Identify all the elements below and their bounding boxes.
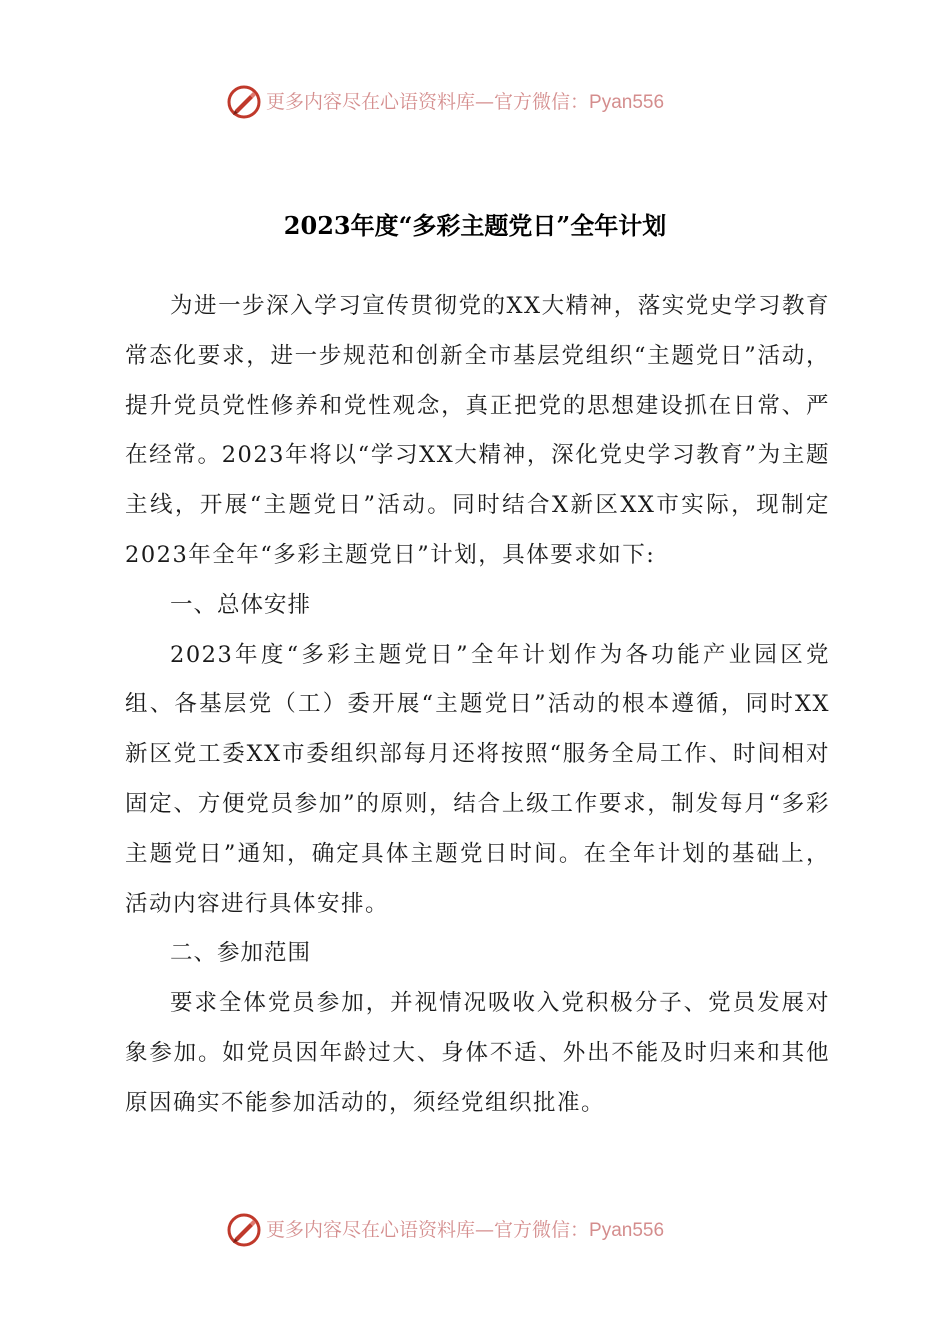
intro-paragraph: 为进一步深入学习宣传贯彻党的XX大精神，落实党史学习教育常态化要求，进一步规范和创新全市基层党组织“主题党日”活动，提升党员党性修养和党性观念，真正把党的思想建设抓在日常、严在经常。2023年将以“学习XX大精神，深化党史学习教育”为主题主线，开展“主题党日”活动。同时结合X新区XX市实际，现制定2023年全年“多彩主题党日”计划，具体要求如下: (125, 293, 830, 568)
watermark-banner-bottom (0, 1210, 950, 1250)
pen-logo-icon (226, 84, 262, 120)
watermark-text-bottom: 更多内容尽在心语资料库—官方微信：Pyan556 (266, 1219, 665, 1241)
watermark-banner-top (0, 82, 950, 122)
section-heading-participation-scope: 二、参加范围 (170, 940, 312, 967)
section-paragraph-overall-arrangement: 2023年度“多彩主题党日”全年计划作为各功能产业园区党组、各基层党（工）委开展“主题党日”活动的根本遵循，同时XX新区党工委XX市委组织部每月还将按照“服务全局工作、时间相对固定、方便党员参加”的原则，结合上级工作要求，制发每月“多彩主题党日”通知，确定具体主题党日时间。在全年计划的基础上，活动内容进行具体安排。 (125, 641, 830, 917)
section-heading-overall-arrangement: 一、总体安排 (170, 591, 312, 618)
document-body (125, 282, 830, 1129)
watermark-text-top: 更多内容尽在心语资料库—官方微信：Pyan556 (266, 91, 665, 113)
section-paragraph-participation-scope: 要求全体党员参加，并视情况吸收入党积极分子、党员发展对象参加。如党员因年龄过大、身体不适、外出不能及时归来和其他原因确实不能参加活动的，须经党组织批准。 (125, 990, 830, 1116)
document-title: 2023年度“多彩主题党日”全年计划 (283, 211, 667, 240)
pen-logo-icon (226, 1212, 262, 1248)
